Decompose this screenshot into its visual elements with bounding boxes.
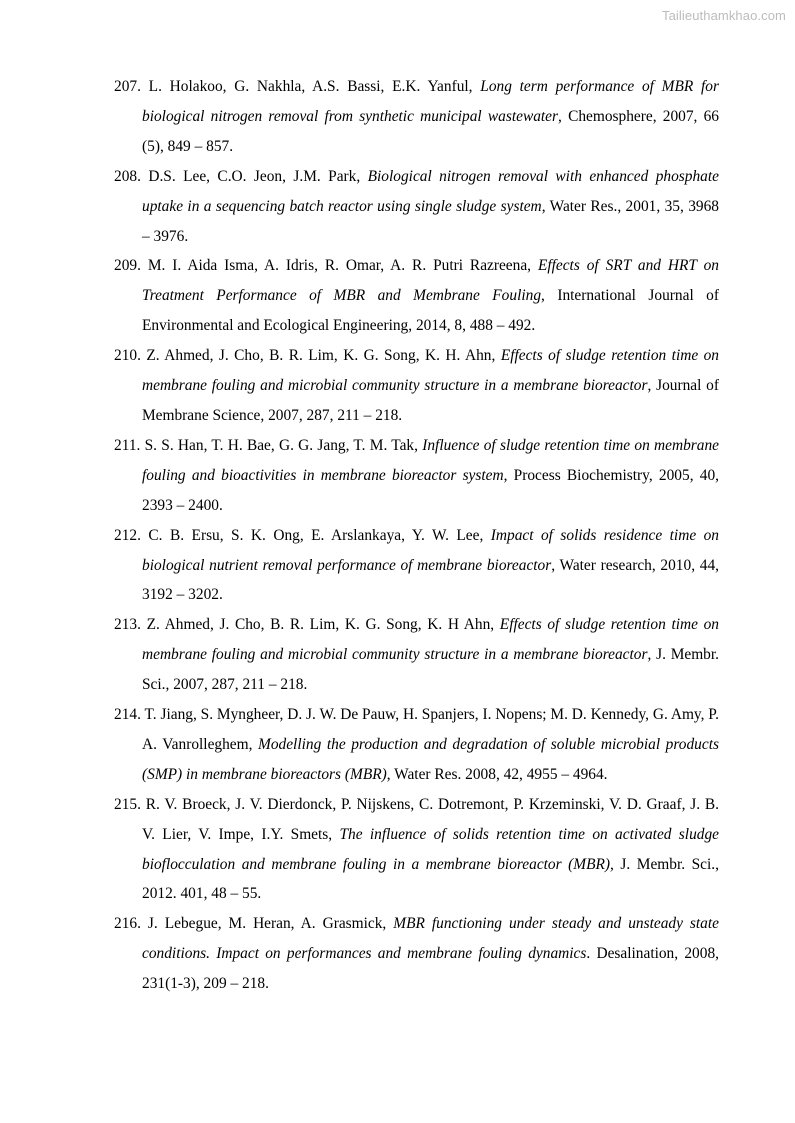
reference-item [114,72,719,162]
reference-number: 209. [114,257,141,275]
reference-source: , Process Biochemistry, 2005, 40, 2393 – 2400. [142,466,719,514]
reference-number: 210. [114,347,141,365]
reference-title: Modelling the production and degradation of soluble microbial products (SMP) in membrane bioreactors (MBR) [142,735,719,783]
reference-source: , Water Res., 2001, 35, 3968 – 3976. [142,197,719,245]
reference-number: 213. [114,616,141,634]
reference-authors: Z. Ahmed, J. Cho, B. R. Lim, K. G. Song, K. H Ahn, [146,616,495,634]
reference-item [114,790,719,910]
reference-number: 208. [114,167,141,185]
reference-title: Effects of SRT and HRT on Treatment Performance of MBR and Membrane Fouling [142,257,719,305]
reference-authors: S. S. Han, T. H. Bae, G. G. Jang, T. M. Tak, [144,436,418,454]
reference-source: , Chemosphere, 2007, 66 (5), 849 – 857. [142,107,719,155]
reference-source: , Water Res. 2008, 42, 4955 – 4964. [386,765,608,783]
reference-authors: J. Lebegue, M. Heran, A. Grasmick, [147,915,387,933]
reference-source: . Desalination, 2008, 231(1-3), 209 – 218. [142,945,719,993]
reference-item [114,162,719,252]
reference-title: Impact of solids residence time on biological nutrient removal performance of membrane bioreactor [142,526,719,574]
reference-list [114,72,719,999]
reference-title: MBR functioning under steady and unsteady state conditions. Impact on performances and membrane fouling dynamics [142,915,719,963]
reference-authors: T. Jiang, S. Myngheer, D. J. W. De Pauw, H. Spanjers, I. Nopens; M. D. Kennedy, G. Amy, P. A. Vanrolleghem, [142,706,720,753]
reference-authors: Z. Ahmed, J. Cho, B. R. Lim, K. G. Song, K. H. Ahn, [146,347,496,365]
reference-item [114,909,719,999]
reference-item [114,431,719,521]
reference-number: 211. [114,436,141,454]
reference-authors: C. B. Ersu, S. K. Ong, E. Arslankaya, Y. W. Lee, [148,526,484,544]
reference-number: 207. [114,78,141,95]
reference-title: Effects of sludge retention time on membrane fouling and microbial community structure in a membrane bioreactor [142,616,720,664]
reference-authors: D.S. Lee, C.O. Jeon, J.M. Park, [148,167,361,185]
reference-authors: R. V. Broeck, J. V. Dierdonck, P. Nijskens, C. Dotremont, P. Krzeminski, V. D. Graaf, J. B. V. Lier, V. Impe, I.Y. Smets, [142,795,719,843]
watermark: Tailieuthamkhao.com [661,8,786,23]
reference-number: 214. [114,706,141,724]
reference-item [114,251,719,341]
reference-source: , Journal of Membrane Science, 2007, 287, 211 – 218. [142,377,720,424]
reference-title: Influence of sludge retention time on membrane fouling and bioactivities in membrane bioreactor system [142,436,719,484]
reference-title: Effects of sludge retention time on membrane fouling and microbial community structure in a membrane bioreactor [142,347,720,395]
reference-number: 216. [114,915,141,933]
reference-item [114,610,719,700]
reference-item [114,700,719,790]
reference-authors: L. Holakoo, G. Nakhla, A.S. Bassi, E.K. Yanful, [148,78,473,95]
reference-title: Long term performance of MBR for biological nitrogen removal from synthetic municipal wastewater [142,78,719,125]
reference-item [114,341,719,431]
reference-source: , J. Membr. Sci., 2007, 287, 211 – 218. [142,646,720,694]
reference-source: , International Journal of Environmental and Ecological Engineering, 2014, 8, 488 – 492. [142,287,720,335]
reference-item [114,521,719,611]
reference-number: 215. [114,795,141,813]
reference-title: Biological nitrogen removal with enhanced phosphate uptake in a sequencing batch reactor using single sludge system [142,167,719,215]
reference-source: , Water research, 2010, 44, 3192 – 3202. [142,556,719,604]
reference-title: The influence of solids retention time on activated sludge bioflocculation and membrane fouling in a membrane bioreactor (MBR), [142,825,719,873]
reference-authors: M. I. Aida Isma, A. Idris, R. Omar, A. R. Putri Razreena, [147,257,532,275]
reference-source: J. Membr. Sci., 2012. 401, 48 – 55. [142,855,719,903]
reference-number: 212. [114,526,141,544]
